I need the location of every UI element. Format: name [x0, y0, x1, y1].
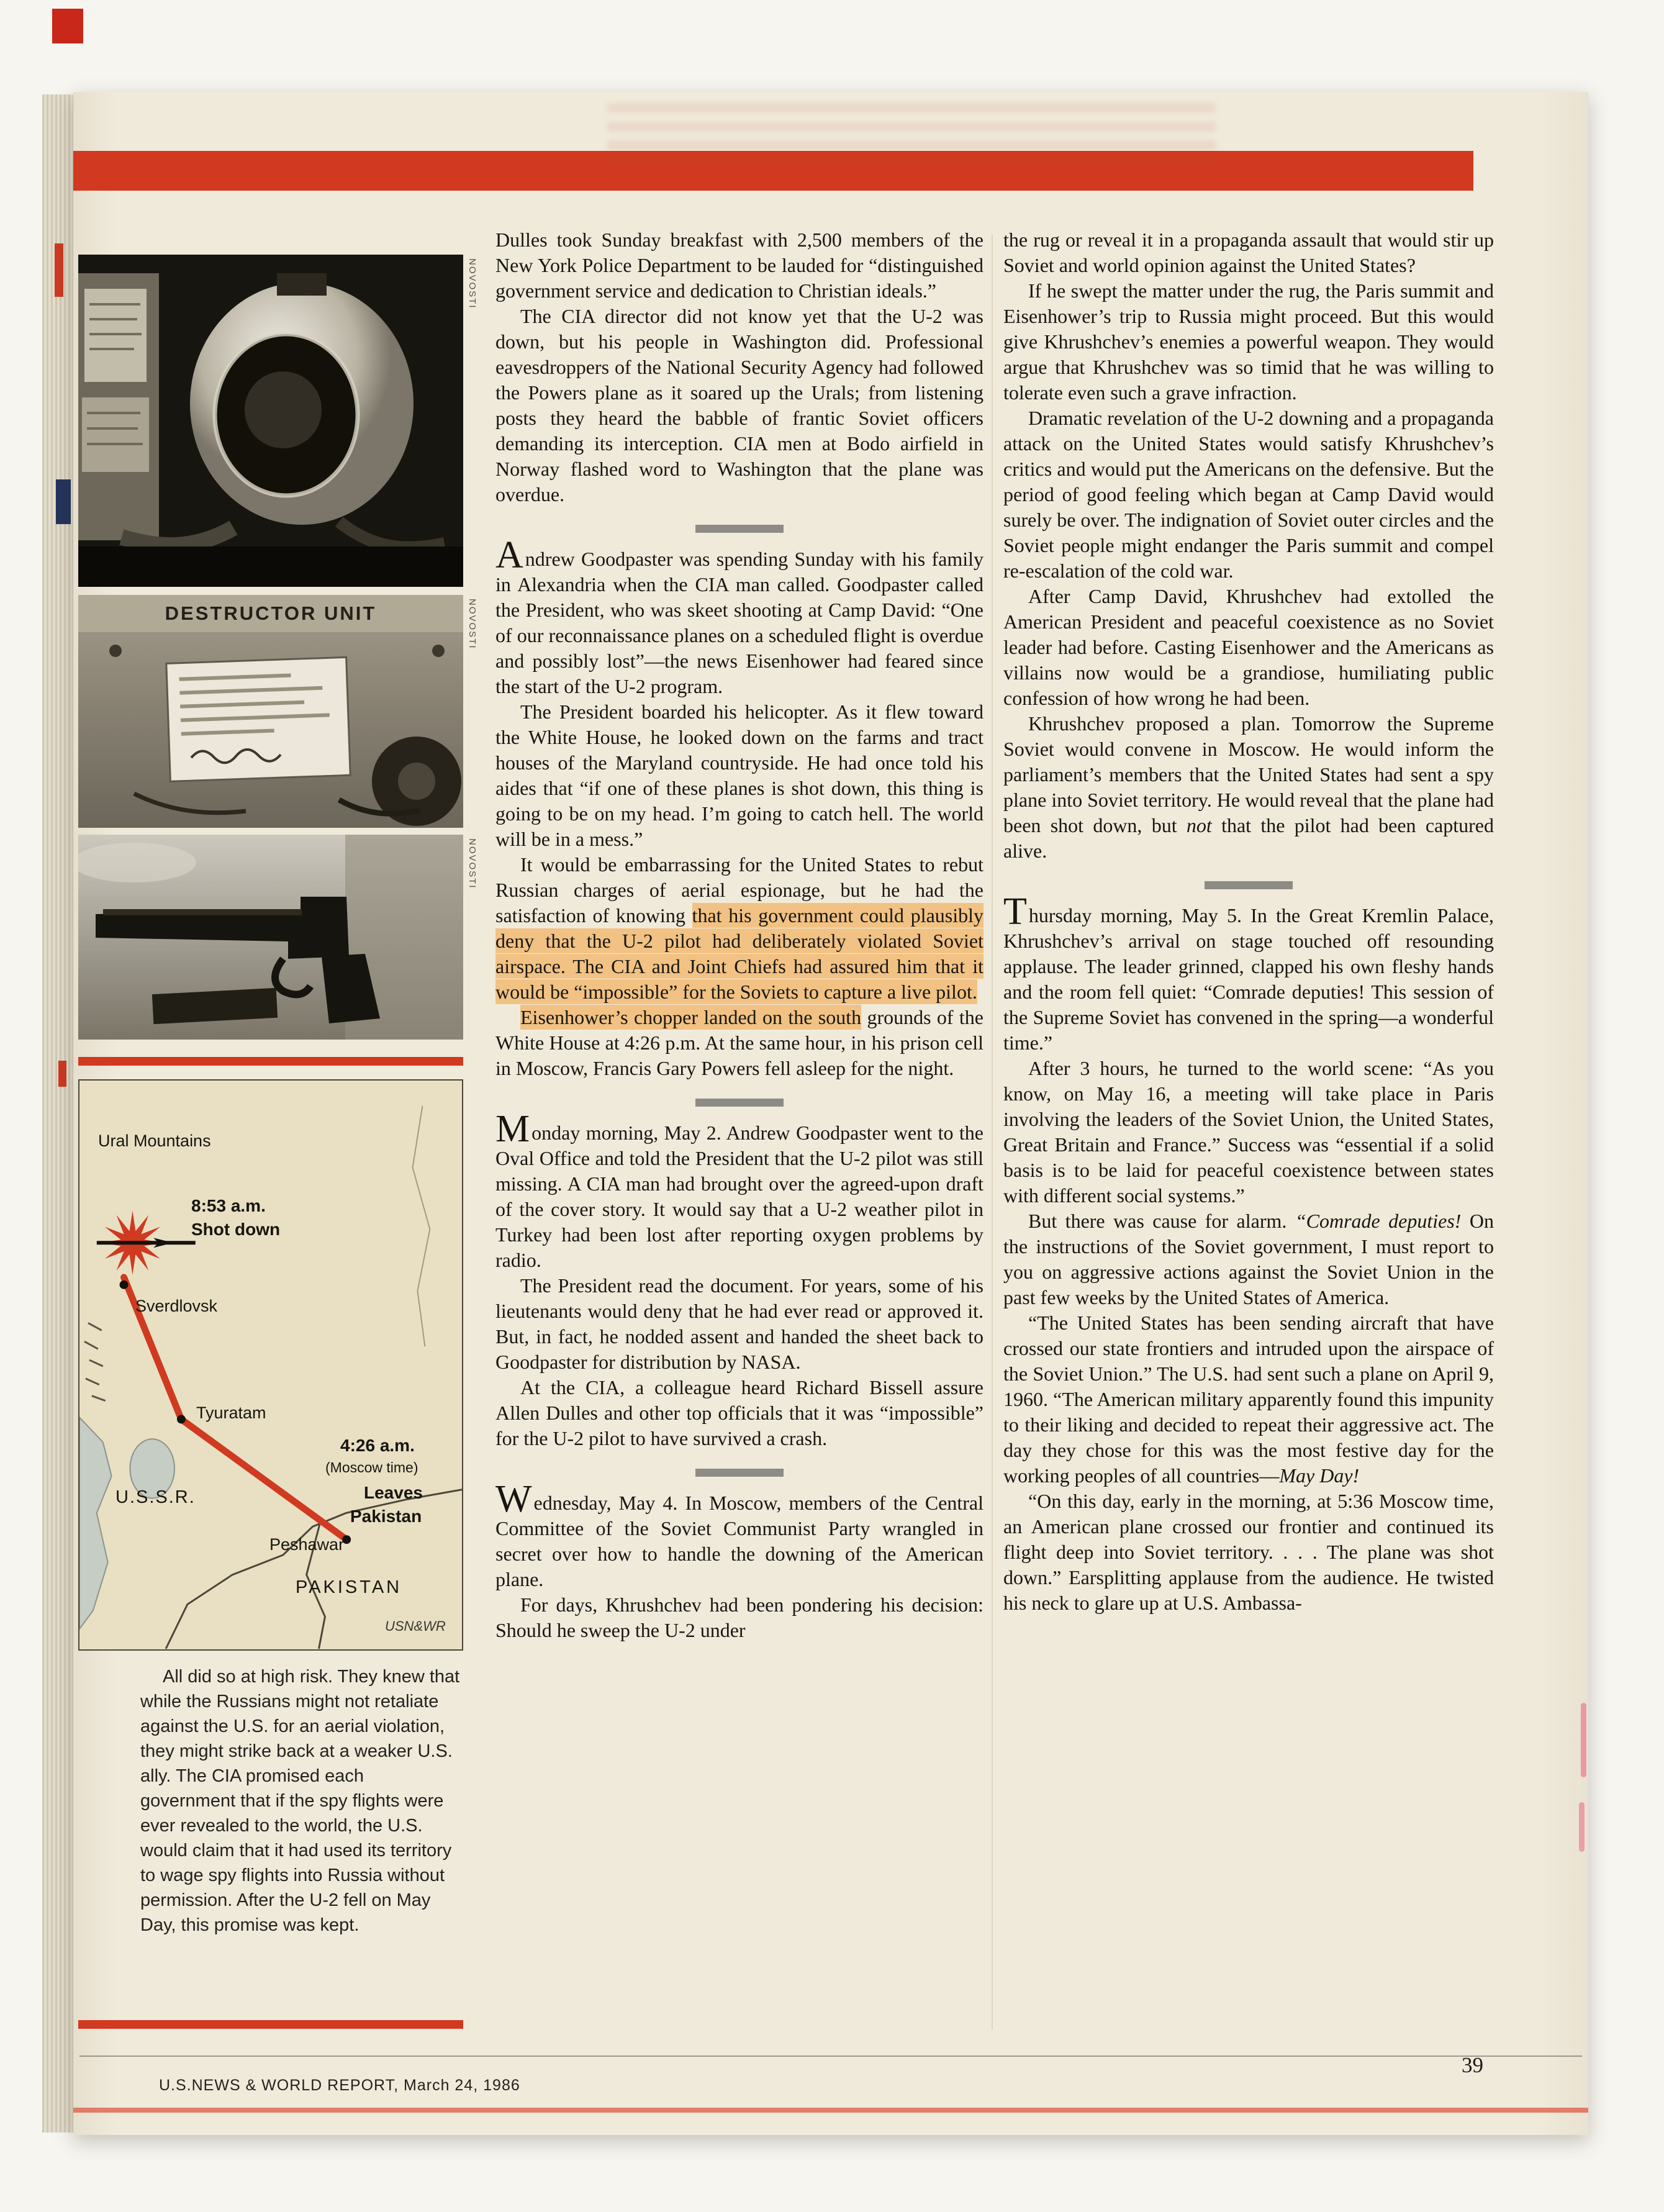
- map-label-shot-down: Shot down: [191, 1220, 281, 1239]
- article-paragraph: At the CIA, a colleague heard Richard Bissell assure Allen Dulles and other top officials that it was “impossible” for the U-2 pilot to have survived a crash.: [495, 1376, 983, 1449]
- article-column-middle: [495, 227, 983, 2059]
- edge-mark-red-strip: [55, 243, 63, 297]
- destructor-photo-art: [78, 595, 463, 828]
- map-label-pakistan: PAKISTAN: [296, 1577, 402, 1597]
- edge-mark-red-square: [52, 9, 83, 43]
- article-paragraph: [495, 1005, 983, 1081]
- section-divider: [695, 1469, 784, 1477]
- map-caption: All did so at high risk. They knew that while the Russians might not retaliate against the U.S. for an aerial violation, they might strike back at a weaker U.S. ally. The CIA promised each government that if the spy flights were ever revealed to the world, the U.S. would claim that it had used its territory to wage spy flights into Russia without permission. After the U-2 fell on May Day, this promise was kept.: [140, 1667, 460, 1935]
- map-credit-usnwr: USN&WR: [385, 1618, 446, 1634]
- article-paragraph: The President read the document. For years, some of his lieutenants would deny that he had ever read or approved it. But, in fact, he nodded assent and handed the sheet back to Goodpaster for distribution by NASA.: [495, 1274, 983, 1373]
- paragraph-text: “The United States has been sending aircraft that have crossed our state frontiers and intruded upon the airspace of the Soviet Union.” The U.S. had sent such a plane on April 9, 1960. “The American military apparently found this impunity to their liking and decided to repeat their aggressive act. The day they chose for this was the most festive day for the working peoples of all countries—: [1003, 1312, 1494, 1487]
- section-divider: [1205, 881, 1293, 889]
- highlighted-text: that his government could plausibly deny that the U-2 pilot had deliberately violated Soviet airspace. The CIA and Joint Chiefs had assured him that it would be “impossible” for the Soviets to capture a live pilot.: [495, 904, 983, 1003]
- edge-mark-pink: [1579, 1802, 1585, 1852]
- article-paragraph: After 3 hours, he turned to the world scene: “As you know, on May 16, a meeting will take place in Paris involving the leaders of the Soviet Union, the United States, Great Britain and France.” Success was “essential if a solid basis is to be laid for peaceful coexistence between states with different social systems.”: [1003, 1057, 1494, 1207]
- map-label-peshawar: Peshawar: [269, 1535, 345, 1554]
- page-stack-edge: [42, 94, 77, 2133]
- map-label-sverdlovsk: Sverdlovsk: [135, 1297, 218, 1315]
- red-rule: [78, 2020, 463, 2029]
- map-label-tyuratam: Tyuratam: [196, 1403, 266, 1422]
- article-paragraph: [495, 534, 983, 699]
- map-label-ural-mountains: Ural Mountains: [98, 1131, 211, 1150]
- map-label-moscow-time: (Moscow time): [325, 1459, 418, 1475]
- edge-mark-red-dot: [58, 1061, 66, 1087]
- article-paragraph: [495, 1108, 983, 1273]
- photo-pistol: [78, 835, 463, 1040]
- article-paragraph: Dramatic revelation of the U-2 downing and a propaganda attack on the United States would satisfy Khrushchev’s critics and would put the Americans on the defensive. But the period of good feeling which began at Camp David would surely be over. The indignation of Soviet outer circles and the Soviet people might endanger the Paris summit and compel re-escalation of the cold war.: [1003, 407, 1494, 582]
- photo-credit-novosti: NOVOSTI: [467, 258, 477, 309]
- paragraph-text: grounds of the White House at 4:26 p.m. At the same hour, in his prison cell in Moscow, Francis Gary Powers fell asleep for the night.: [495, 1006, 983, 1079]
- red-rule: [78, 1057, 463, 1066]
- article-paragraph: For days, Khrushchev had been pondering his decision: Should he sweep the U-2 under: [495, 1593, 983, 1641]
- paragraph-text: But there was cause for alarm.: [1028, 1210, 1295, 1232]
- paragraph-text: On the instructions of the Soviet government, I must report to you on aggressive actions against the Soviet Union in the past few weeks by the United States of America.: [1003, 1210, 1494, 1308]
- raised-cap: M: [495, 1108, 530, 1150]
- raised-cap: T: [1003, 891, 1027, 933]
- article-paragraph: [1003, 1310, 1494, 1489]
- helmet-photo-art: [78, 255, 463, 587]
- photo-credit-novosti: NOVOSTI: [467, 599, 477, 650]
- paragraph-text: onday morning, May 2. Andrew Goodpaster went to the Oval Office and told the President that the U-2 pilot was still missing. A CIA man had brought over the agreed-upon draft of the cover story. It would say that a U-2 weather pilot in Turkey had been lost after reporting oxygen problems by radio.: [495, 1122, 983, 1271]
- photo-destructor-unit: [78, 595, 463, 828]
- map-label-ussr: U.S.S.R.: [115, 1487, 196, 1507]
- map-label-leave-time: 4:26 a.m.: [340, 1436, 415, 1455]
- edge-mark-navy: [56, 479, 71, 524]
- paragraph-text: ndrew Goodpaster was spending Sunday with his family in Alexandria when the CIA man called. Goodpaster called the President, who was skeet shooting at Camp David: “One of our reconnaissance planes on a scheduled flight is overdue and possibly lost”—the news Eisenhower had feared since the start of the U-2 program.: [495, 548, 983, 697]
- article-paragraph: If he swept the matter under the rug, the Paris summit and Eisenhower’s trip to Russia might proceed. But this would give Khrushchev’s enemies a powerful weapon. They would argue that Khrushchev was so timid that he was willing to tolerate even such a grave infraction.: [1003, 279, 1494, 404]
- section-divider: [695, 525, 784, 533]
- map-label-leaves: Leaves: [364, 1483, 423, 1502]
- map-label-pakistan-bold: Pakistan: [350, 1507, 422, 1526]
- article-paragraph: [1003, 711, 1494, 864]
- bottom-red-rule: [73, 2108, 1588, 2113]
- italic-text: “Comrade deputies!: [1295, 1210, 1462, 1232]
- map-art: [79, 1081, 462, 1649]
- article-paragraph: [1003, 1208, 1494, 1310]
- magazine-page: [73, 92, 1588, 2135]
- page-number: 39: [1462, 2053, 1483, 2077]
- paragraph-text: ednesday, May 4. In Moscow, members of the Central Committee of the Soviet Communist Party wrangled in secret over how to handle the downing of the American plane.: [495, 1492, 983, 1590]
- pistol-photo-art: [78, 835, 463, 1040]
- article-paragraph: “On this day, early in the morning, at 5:36 Moscow time, an American plane crossed our frontier and continued its flight deep into Soviet territory. . . . The plane was shot down.” Earsplitting applause from the audience. He twisted his neck to glare up at U.S. Ambassa-: [1003, 1490, 1494, 1614]
- article-paragraph: The President boarded his helicopter. As it flew toward the White House, he looked down on the farms and tract houses of the Maryland countryside. He had once told his aides that “if one of these planes is shot down, this thing is going to be on my head. I’m going to catch hell. The world will be in a mess.”: [495, 700, 983, 850]
- paragraph-text: hursday morning, May 5. In the Great Kremlin Palace, Khrushchev’s arrival on stage touched off resounding applause. The leader grinned, clapped his own fleshy hands and the room fell quiet: “Comrade deputies! This session of the Supreme Soviet has convened in the spring—a wonderful time.”: [1003, 904, 1494, 1054]
- raised-cap: W: [495, 1478, 532, 1520]
- print-bleed-ghost: [607, 103, 1216, 173]
- destructor-unit-label: DESTRUCTOR UNIT: [165, 602, 377, 624]
- article-paragraph: [1003, 891, 1494, 1056]
- map-label-shot-time: 8:53 a.m.: [191, 1196, 266, 1215]
- footer-hairline: [79, 2056, 1582, 2057]
- article-column-right: [1003, 227, 1494, 2059]
- column-rule: [992, 235, 993, 2029]
- edge-mark-pink: [1581, 1703, 1586, 1777]
- article-paragraph: After Camp David, Khrushchev had extolled the American President and peaceful coexistence as no Soviet leader had before. Casting Eisenhower and the Americans as villains now would be a grandiose, humiliating public confession of how wrong he had been.: [1003, 585, 1494, 709]
- raised-cap: A: [495, 534, 523, 576]
- article-paragraph: the rug or reveal it in a propaganda assault that would stir up Soviet and world opinion against the United States?: [1003, 229, 1494, 276]
- italic-text: May Day!: [1279, 1464, 1360, 1487]
- paragraph-text: It would be embarrassing for the United States to rebut Russian charges of aerial espionage, but he had the satisfaction of knowing: [495, 853, 983, 927]
- photo-pressure-suit-helmet: [78, 255, 463, 587]
- footer-magazine-info: U.S.NEWS & WORLD REPORT, March 24, 1986: [159, 2077, 520, 2094]
- article-paragraph: The CIA director did not know yet that the U-2 was down, but his people in Washington did. Professional eavesdroppers of the National Security Agency had followed the Powers plane as it soared up the Urals; from listening posts they heard the babble of frantic Soviet officers demanding its interception. CIA men at Bodo airfield in Norway flashed word to Washington that the plane was overdue.: [495, 305, 983, 505]
- italic-text: not: [1186, 814, 1212, 836]
- paragraph-text: that the pilot had been captured alive.: [1003, 814, 1494, 862]
- article-paragraph: Dulles took Sunday breakfast with 2,500 members of the New York Police Department to be lauded for “distinguished government service and dedication to Christian ideals.”: [495, 229, 983, 302]
- section-divider: [695, 1099, 784, 1107]
- article-paragraph: [495, 852, 983, 1005]
- paragraph-text: Khrushchev proposed a plan. Tomorrow the Supreme Soviet would convene in Moscow. He would inform the parliament’s members that the United States had sent a spy plane into Soviet territory. He would reveal that the plane had been shot down, but: [1003, 712, 1494, 836]
- map-u2-flight-path: [78, 1079, 463, 1651]
- article-paragraph: [495, 1478, 983, 1592]
- photo-credit-novosti: NOVOSTI: [467, 838, 477, 889]
- highlighted-text: Eisenhower’s chopper landed on the south: [520, 1006, 862, 1028]
